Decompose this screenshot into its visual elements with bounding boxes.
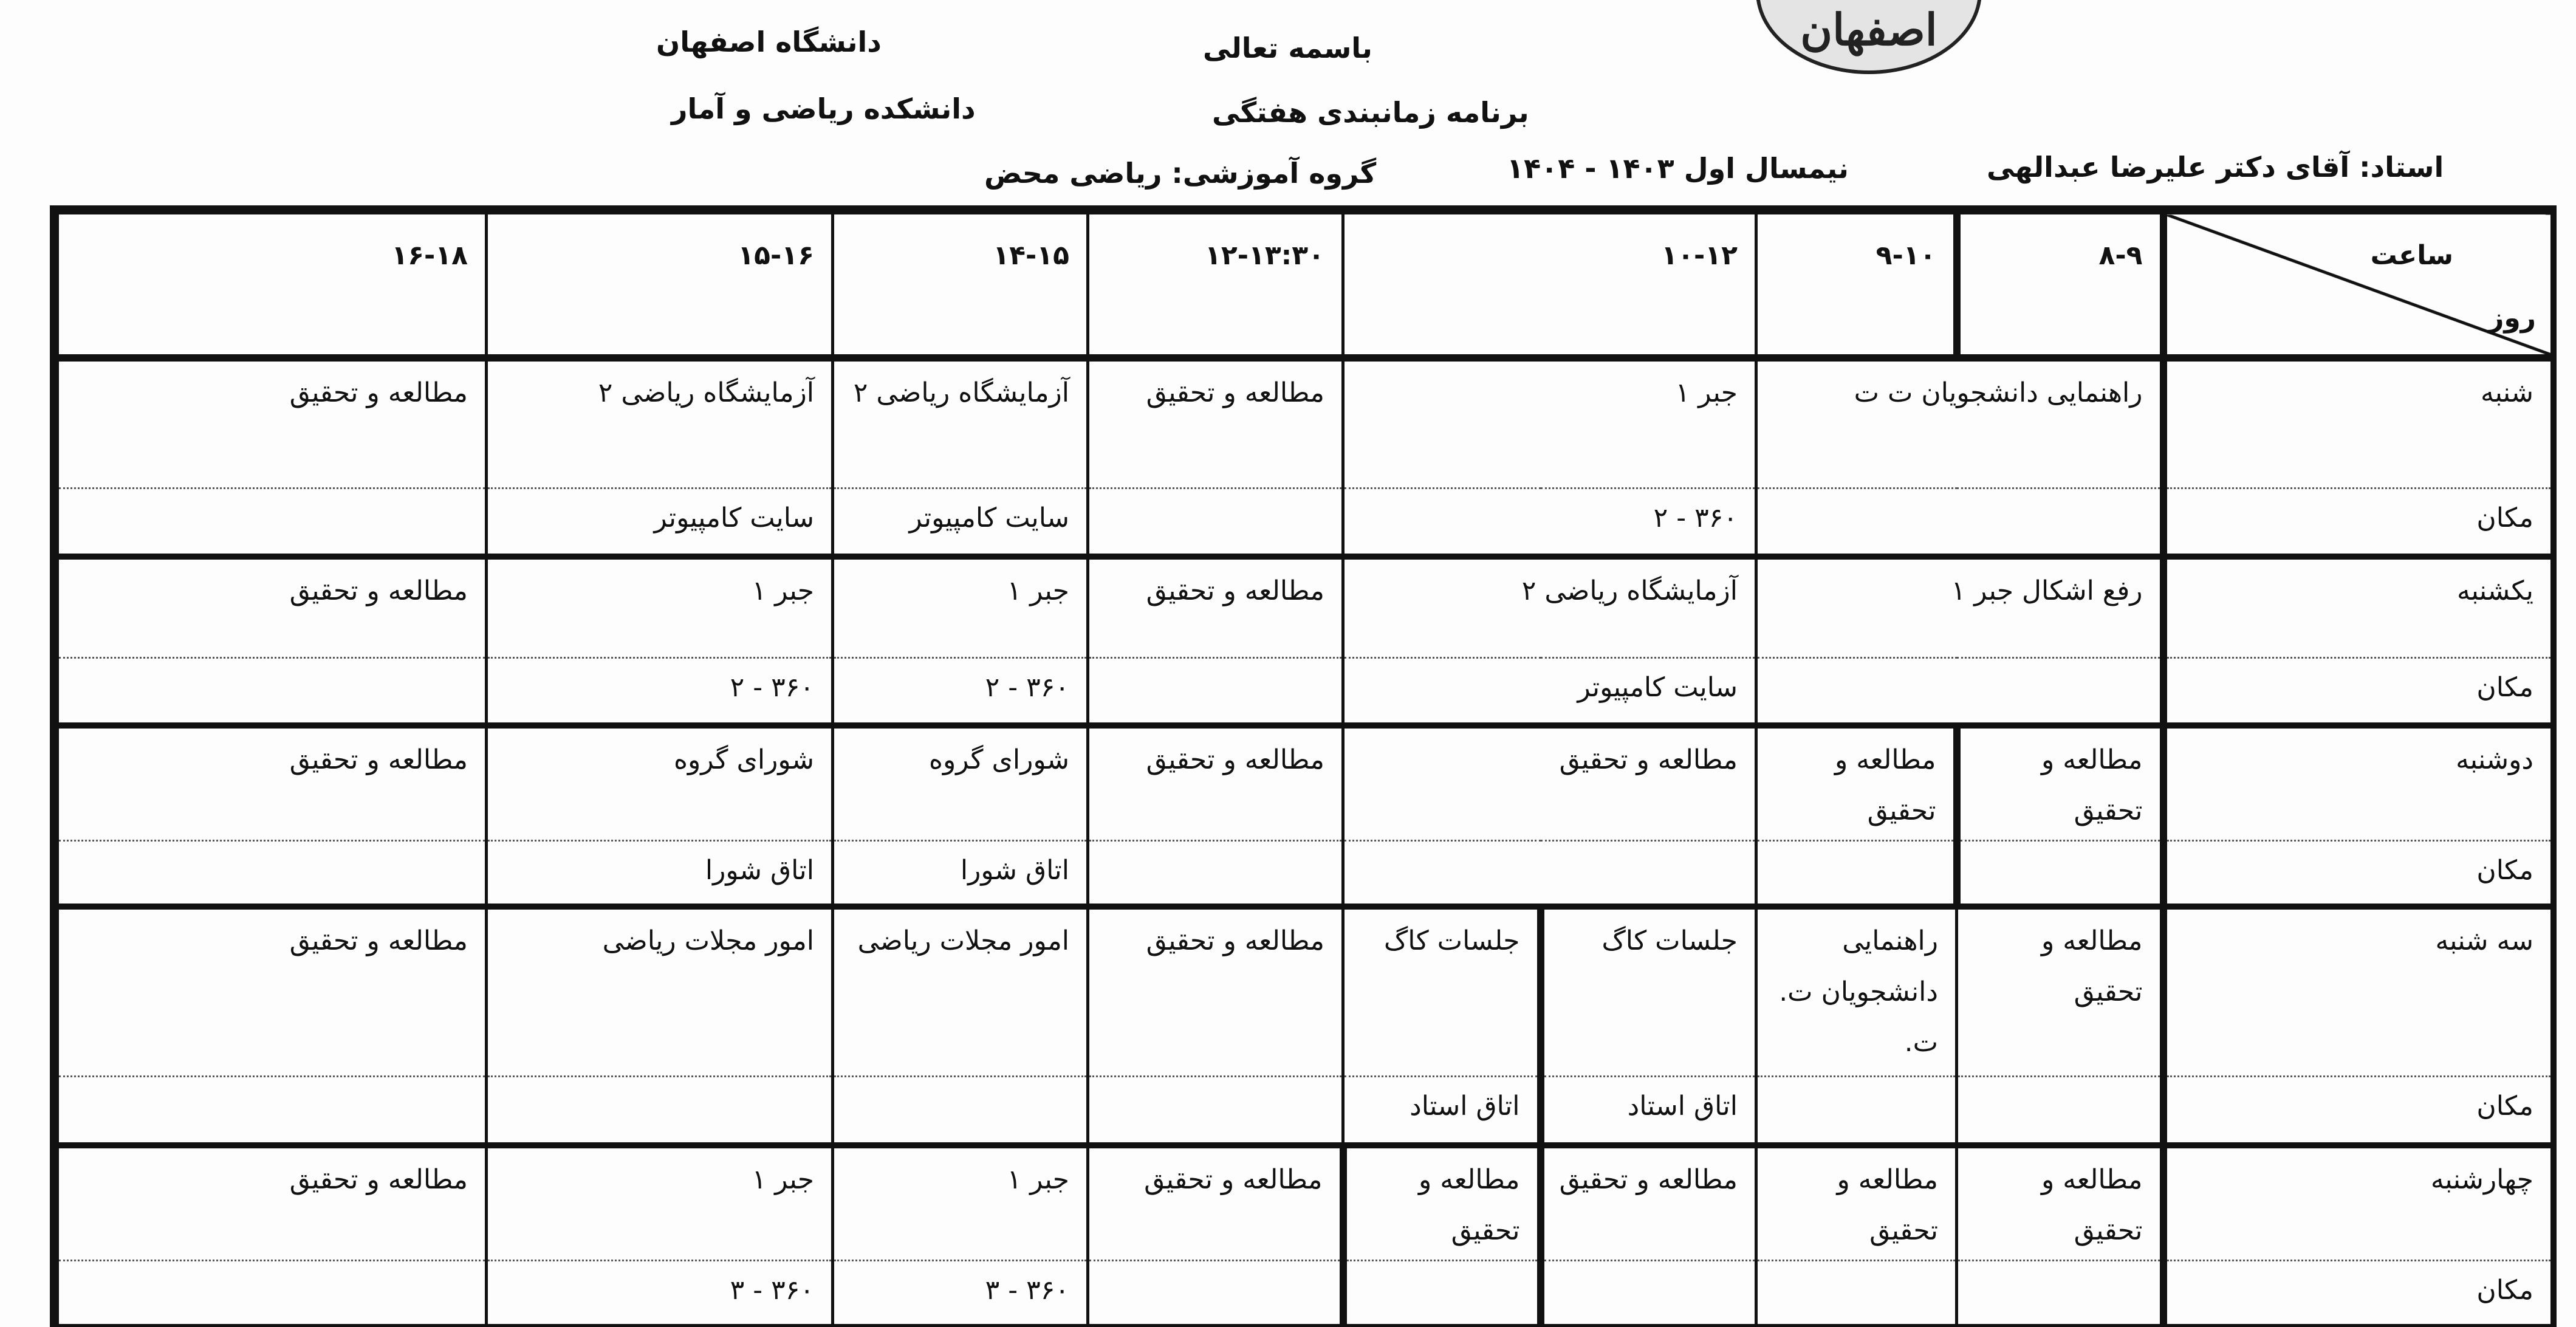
place-wed-15: ۳۶۰ - ۳ — [487, 1260, 833, 1325]
monday-row — [58, 725, 2552, 840]
day-wednesday: چهارشنبه — [2163, 1145, 2552, 1260]
day-saturday: شنبه — [2163, 358, 2552, 488]
cell-wed-8: مطالعه و تحقیق — [1957, 1145, 2163, 1260]
place-tue-10a: اتاق استاد — [1541, 1077, 1756, 1145]
cell-mon-14: شورای گروه — [833, 725, 1088, 840]
place-sun-15: ۳۶۰ - ۲ — [487, 658, 833, 725]
header-row — [58, 213, 2552, 358]
place-sat-12 — [1088, 488, 1343, 557]
cell-tue-15: امور مجلات ریاضی — [487, 907, 833, 1077]
hour-label: ساعت — [2370, 240, 2453, 271]
cell-sat-15: آزمایشگاه ریاضی ۲ — [487, 358, 833, 488]
monday-place-row — [58, 840, 2552, 907]
saturday-place-row — [58, 488, 2552, 557]
cell-wed-16: مطالعه و تحقیق — [58, 1145, 487, 1260]
cell-wed-14: جبر ۱ — [833, 1145, 1088, 1260]
wednesday-row — [58, 1145, 2552, 1260]
cell-sat-12: مطالعه و تحقیق — [1088, 358, 1343, 488]
semester-label: نیمسال اول ۱۴۰۳ - ۱۴۰۴ — [1507, 152, 1849, 185]
place-tue-16 — [58, 1077, 487, 1145]
place-sat-10-12: ۳۶۰ - ۲ — [1343, 488, 1756, 557]
sunday-row — [58, 557, 2552, 658]
place-wed-10b — [1343, 1260, 1541, 1325]
place-label: مکان — [2163, 1077, 2552, 1145]
logo-text: اصفهان — [1800, 4, 1937, 55]
cell-sat-8-10: راهنمایی دانشجویان ت ت — [1756, 358, 2163, 488]
place-wed-12 — [1088, 1260, 1343, 1325]
university-logo — [1756, 0, 1982, 74]
cell-sat-16: مطالعه و تحقیق — [58, 358, 487, 488]
place-mon-15: اتاق شورا — [487, 840, 833, 907]
schedule-title: برنامه زمانبندی هفتگی — [1212, 96, 1529, 129]
cell-sun-14: جبر ۱ — [833, 557, 1088, 658]
place-sun-10-12: سایت کامپیوتر — [1343, 658, 1756, 725]
university-name: دانشگاه اصفهان — [656, 26, 882, 58]
place-tue-12 — [1088, 1077, 1343, 1145]
place-sat-14: سایت کامپیوتر — [833, 488, 1088, 557]
cell-sat-10-12: جبر ۱ — [1343, 358, 1756, 488]
sunday-place-row — [58, 658, 2552, 725]
cell-tue-10b: جلسات کاگ — [1343, 907, 1541, 1077]
slot-10-12: ۱۰-۱۲ — [1343, 213, 1756, 358]
day-sunday: یکشنبه — [2163, 557, 2552, 658]
cell-mon-10-12: مطالعه و تحقیق — [1343, 725, 1756, 840]
slot-9-10: ۹-۱۰ — [1756, 213, 1957, 358]
place-sun-14: ۳۶۰ - ۲ — [833, 658, 1088, 725]
place-sun-16 — [58, 658, 487, 725]
cell-mon-9: مطالعه و تحقیق — [1756, 725, 1957, 840]
slot-12-1330: ۱۲-۱۳:۳۰ — [1088, 213, 1343, 358]
day-tuesday: سه شنبه — [2163, 907, 2552, 1077]
corner-cell — [2163, 213, 2552, 358]
wednesday-place-row — [58, 1260, 2552, 1325]
place-tue-9 — [1756, 1077, 1957, 1145]
cell-mon-12: مطالعه و تحقیق — [1088, 725, 1343, 840]
weekly-schedule-table — [56, 211, 2554, 1327]
cell-wed-10b: مطالعه و تحقیق — [1343, 1145, 1541, 1260]
cell-sun-15: جبر ۱ — [487, 557, 833, 658]
place-tue-15 — [487, 1077, 833, 1145]
slot-8-9: ۸-۹ — [1957, 213, 2163, 358]
slot-15-16: ۱۵-۱۶ — [487, 213, 833, 358]
place-sun-12 — [1088, 658, 1343, 725]
cell-wed-15: جبر ۱ — [487, 1145, 833, 1260]
professor-name: استاد: آقای دکتر علیرضا عبدالهی — [1987, 151, 2444, 183]
place-tue-14 — [833, 1077, 1088, 1145]
place-sat-16 — [58, 488, 487, 557]
cell-sun-16: مطالعه و تحقیق — [58, 557, 487, 658]
place-sat-8-10 — [1756, 488, 2163, 557]
cell-mon-8: مطالعه و تحقیق — [1957, 725, 2163, 840]
cell-sun-8-10: رفع اشکال جبر ۱ — [1756, 557, 2163, 658]
faculty-name: دانشکده ریاضی و آمار — [671, 92, 976, 125]
cell-sun-10-12: آزمایشگاه ریاضی ۲ — [1343, 557, 1756, 658]
slot-14-15: ۱۴-۱۵ — [833, 213, 1088, 358]
saturday-row — [58, 358, 2552, 488]
place-sun-8-10 — [1756, 658, 2163, 725]
cell-wed-12: مطالعه و تحقیق — [1088, 1145, 1343, 1260]
place-wed-16 — [58, 1260, 487, 1325]
cell-tue-9: راهنمایی دانشجویان ت. ت. — [1756, 907, 1957, 1077]
place-label: مکان — [2163, 840, 2552, 907]
place-mon-12 — [1088, 840, 1343, 907]
place-wed-8 — [1957, 1260, 2163, 1325]
place-label: مکان — [2163, 658, 2552, 725]
cell-sun-12: مطالعه و تحقیق — [1088, 557, 1343, 658]
place-mon-9 — [1756, 840, 1957, 907]
cell-tue-14: امور مجلات ریاضی — [833, 907, 1088, 1077]
place-mon-16 — [58, 840, 487, 907]
cell-tue-12: مطالعه و تحقیق — [1088, 907, 1343, 1077]
place-wed-9 — [1756, 1260, 1957, 1325]
cell-mon-16: مطالعه و تحقیق — [58, 725, 487, 840]
place-mon-8 — [1957, 840, 2163, 907]
day-label: روز — [2488, 302, 2536, 334]
department-label: گروه آموزشی: ریاضی محض — [984, 157, 1377, 190]
cell-tue-8: مطالعه و تحقیق — [1957, 907, 2163, 1077]
slot-16-18: ۱۶-۱۸ — [58, 213, 487, 358]
place-label: مکان — [2163, 1260, 2552, 1325]
place-tue-10b: اتاق استاد — [1343, 1077, 1541, 1145]
cell-wed-9: مطالعه و تحقیق — [1756, 1145, 1957, 1260]
place-sat-15: سایت کامپیوتر — [487, 488, 833, 557]
cell-tue-10a: جلسات کاگ — [1541, 907, 1756, 1077]
bismillah-heading: باسمه تعالی — [1203, 32, 1372, 64]
day-monday: دوشنبه — [2163, 725, 2552, 840]
place-wed-14: ۳۶۰ - ۳ — [833, 1260, 1088, 1325]
place-mon-10-12 — [1343, 840, 1756, 907]
tuesday-place-row — [58, 1077, 2552, 1145]
cell-sat-14: آزمایشگاه ریاضی ۲ — [833, 358, 1088, 488]
cell-mon-15: شورای گروه — [487, 725, 833, 840]
place-mon-14: اتاق شورا — [833, 840, 1088, 907]
cell-tue-16: مطالعه و تحقیق — [58, 907, 487, 1077]
place-tue-8 — [1957, 1077, 2163, 1145]
cell-wed-10a: مطالعه و تحقیق — [1541, 1145, 1756, 1260]
place-label: مکان — [2163, 488, 2552, 557]
place-wed-10a — [1541, 1260, 1756, 1325]
tuesday-row — [58, 907, 2552, 1077]
